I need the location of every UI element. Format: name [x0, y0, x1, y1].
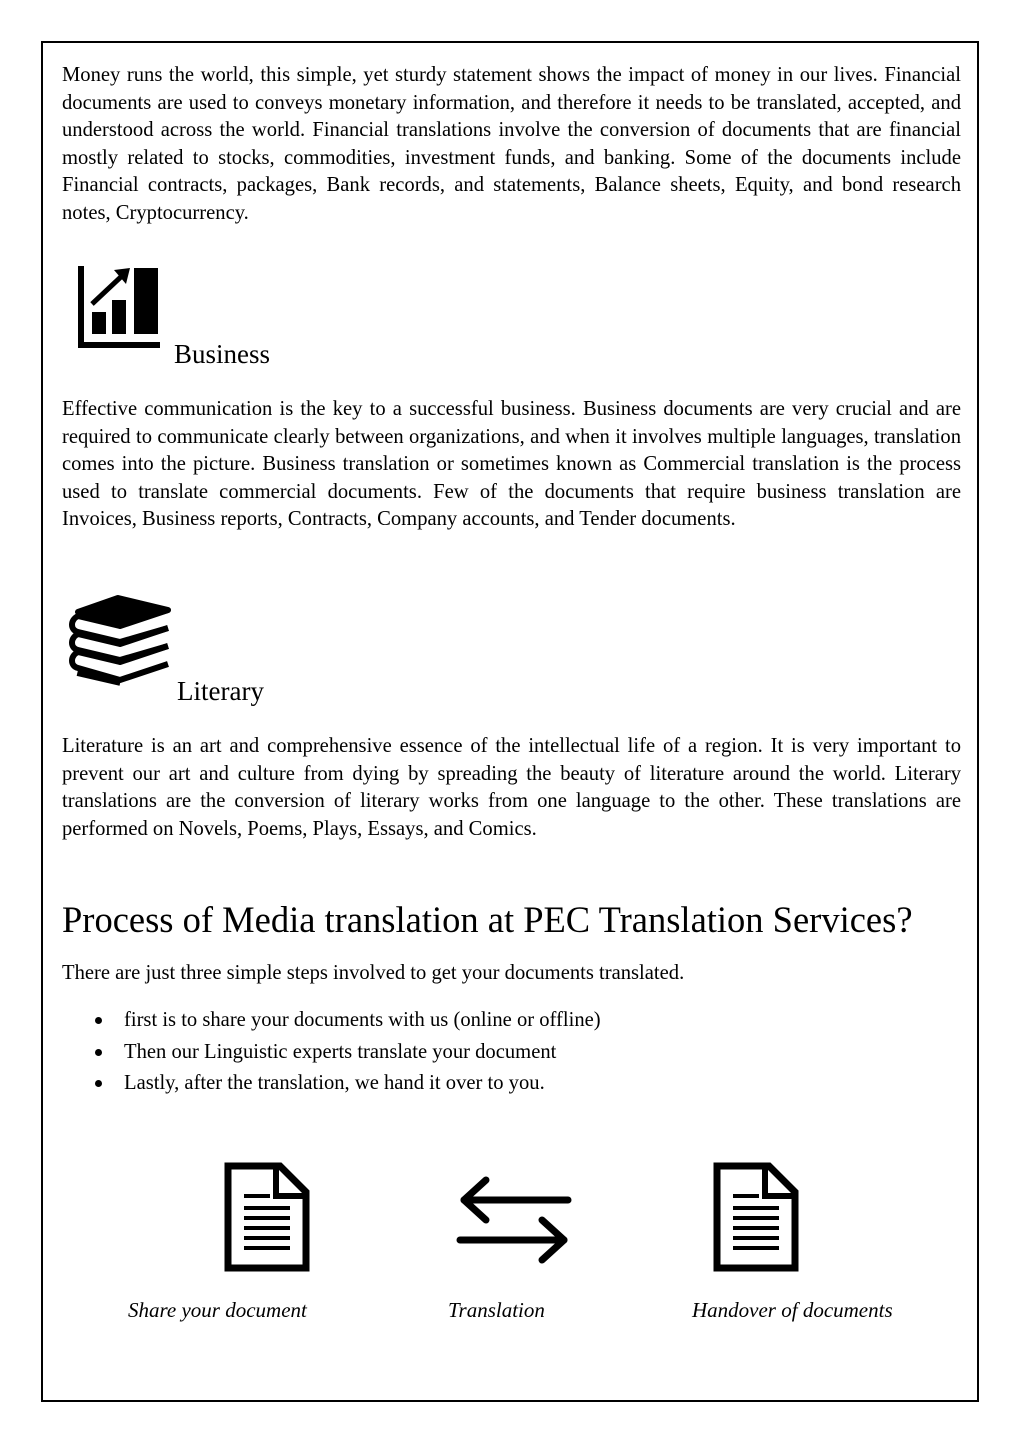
steps-list [62, 1005, 601, 1100]
bullet-icon [95, 1049, 102, 1056]
list-item [62, 1005, 601, 1037]
step-text: first is to share your documents with us (online or offline) [124, 1009, 601, 1031]
business-paragraph: Effective communication is the key to a successful business. Business documents are very crucial and are required to communicate clearly between organizations, and when it involves multiple languages, translation comes into the picture. Business translation or sometimes known as Commercial translation is the process used to translate commercial documents. Few of the documents that require business translation are Invoices, Business reports, Contracts, Company accounts, and Tender documents. [62, 398, 961, 531]
bullet-icon [95, 1017, 102, 1024]
handover-documents-caption: Handover of documents [692, 1298, 893, 1322]
process-intro: There are just three simple steps involved to get your documents translated. [62, 962, 685, 984]
literary-heading: Literary [177, 676, 264, 706]
document-icon [224, 1162, 310, 1272]
step-text: Lastly, after the translation, we hand it over to you. [124, 1072, 545, 1094]
process-heading: Process of Media translation at PEC Translation Services? [62, 899, 913, 940]
exchange-arrows-icon [456, 1176, 572, 1266]
business-heading: Business [174, 339, 271, 369]
list-item [62, 1068, 601, 1100]
list-item [62, 1037, 601, 1069]
document-icon [713, 1162, 799, 1272]
share-document-caption: Share your document [128, 1298, 307, 1322]
bar-chart-growth-icon [78, 266, 162, 350]
step-text: Then our Linguistic experts translate your document [124, 1040, 557, 1063]
translation-caption: Translation [448, 1298, 545, 1322]
book-stack-icon [68, 594, 172, 692]
financial-paragraph: Money runs the world, this simple, yet sturdy statement shows the impact of money in our lives. Financial documents are used to conveys monetary information, and therefore it needs to be translated, accepted, and understood across the world. Financial translations involve the conversion of documents that are financial mostly related to stocks, commodities, investment funds, and banking. Some of the documents include Financial contracts, packages, Bank records, and statements, Balance sheets, Equity, and bond research notes, Cryptocurrency. [62, 64, 961, 224]
bullet-icon [95, 1080, 102, 1087]
literary-paragraph: Literature is an art and comprehensive essence of the intellectual life of a region. It is very important to prevent our art and culture from dying by spreading the beauty of literature around the world. Literary translations are the conversion of literary works from one language to the other. These translations are performed on Novels, Poems, Plays, Essays, and Comics. [62, 735, 961, 840]
